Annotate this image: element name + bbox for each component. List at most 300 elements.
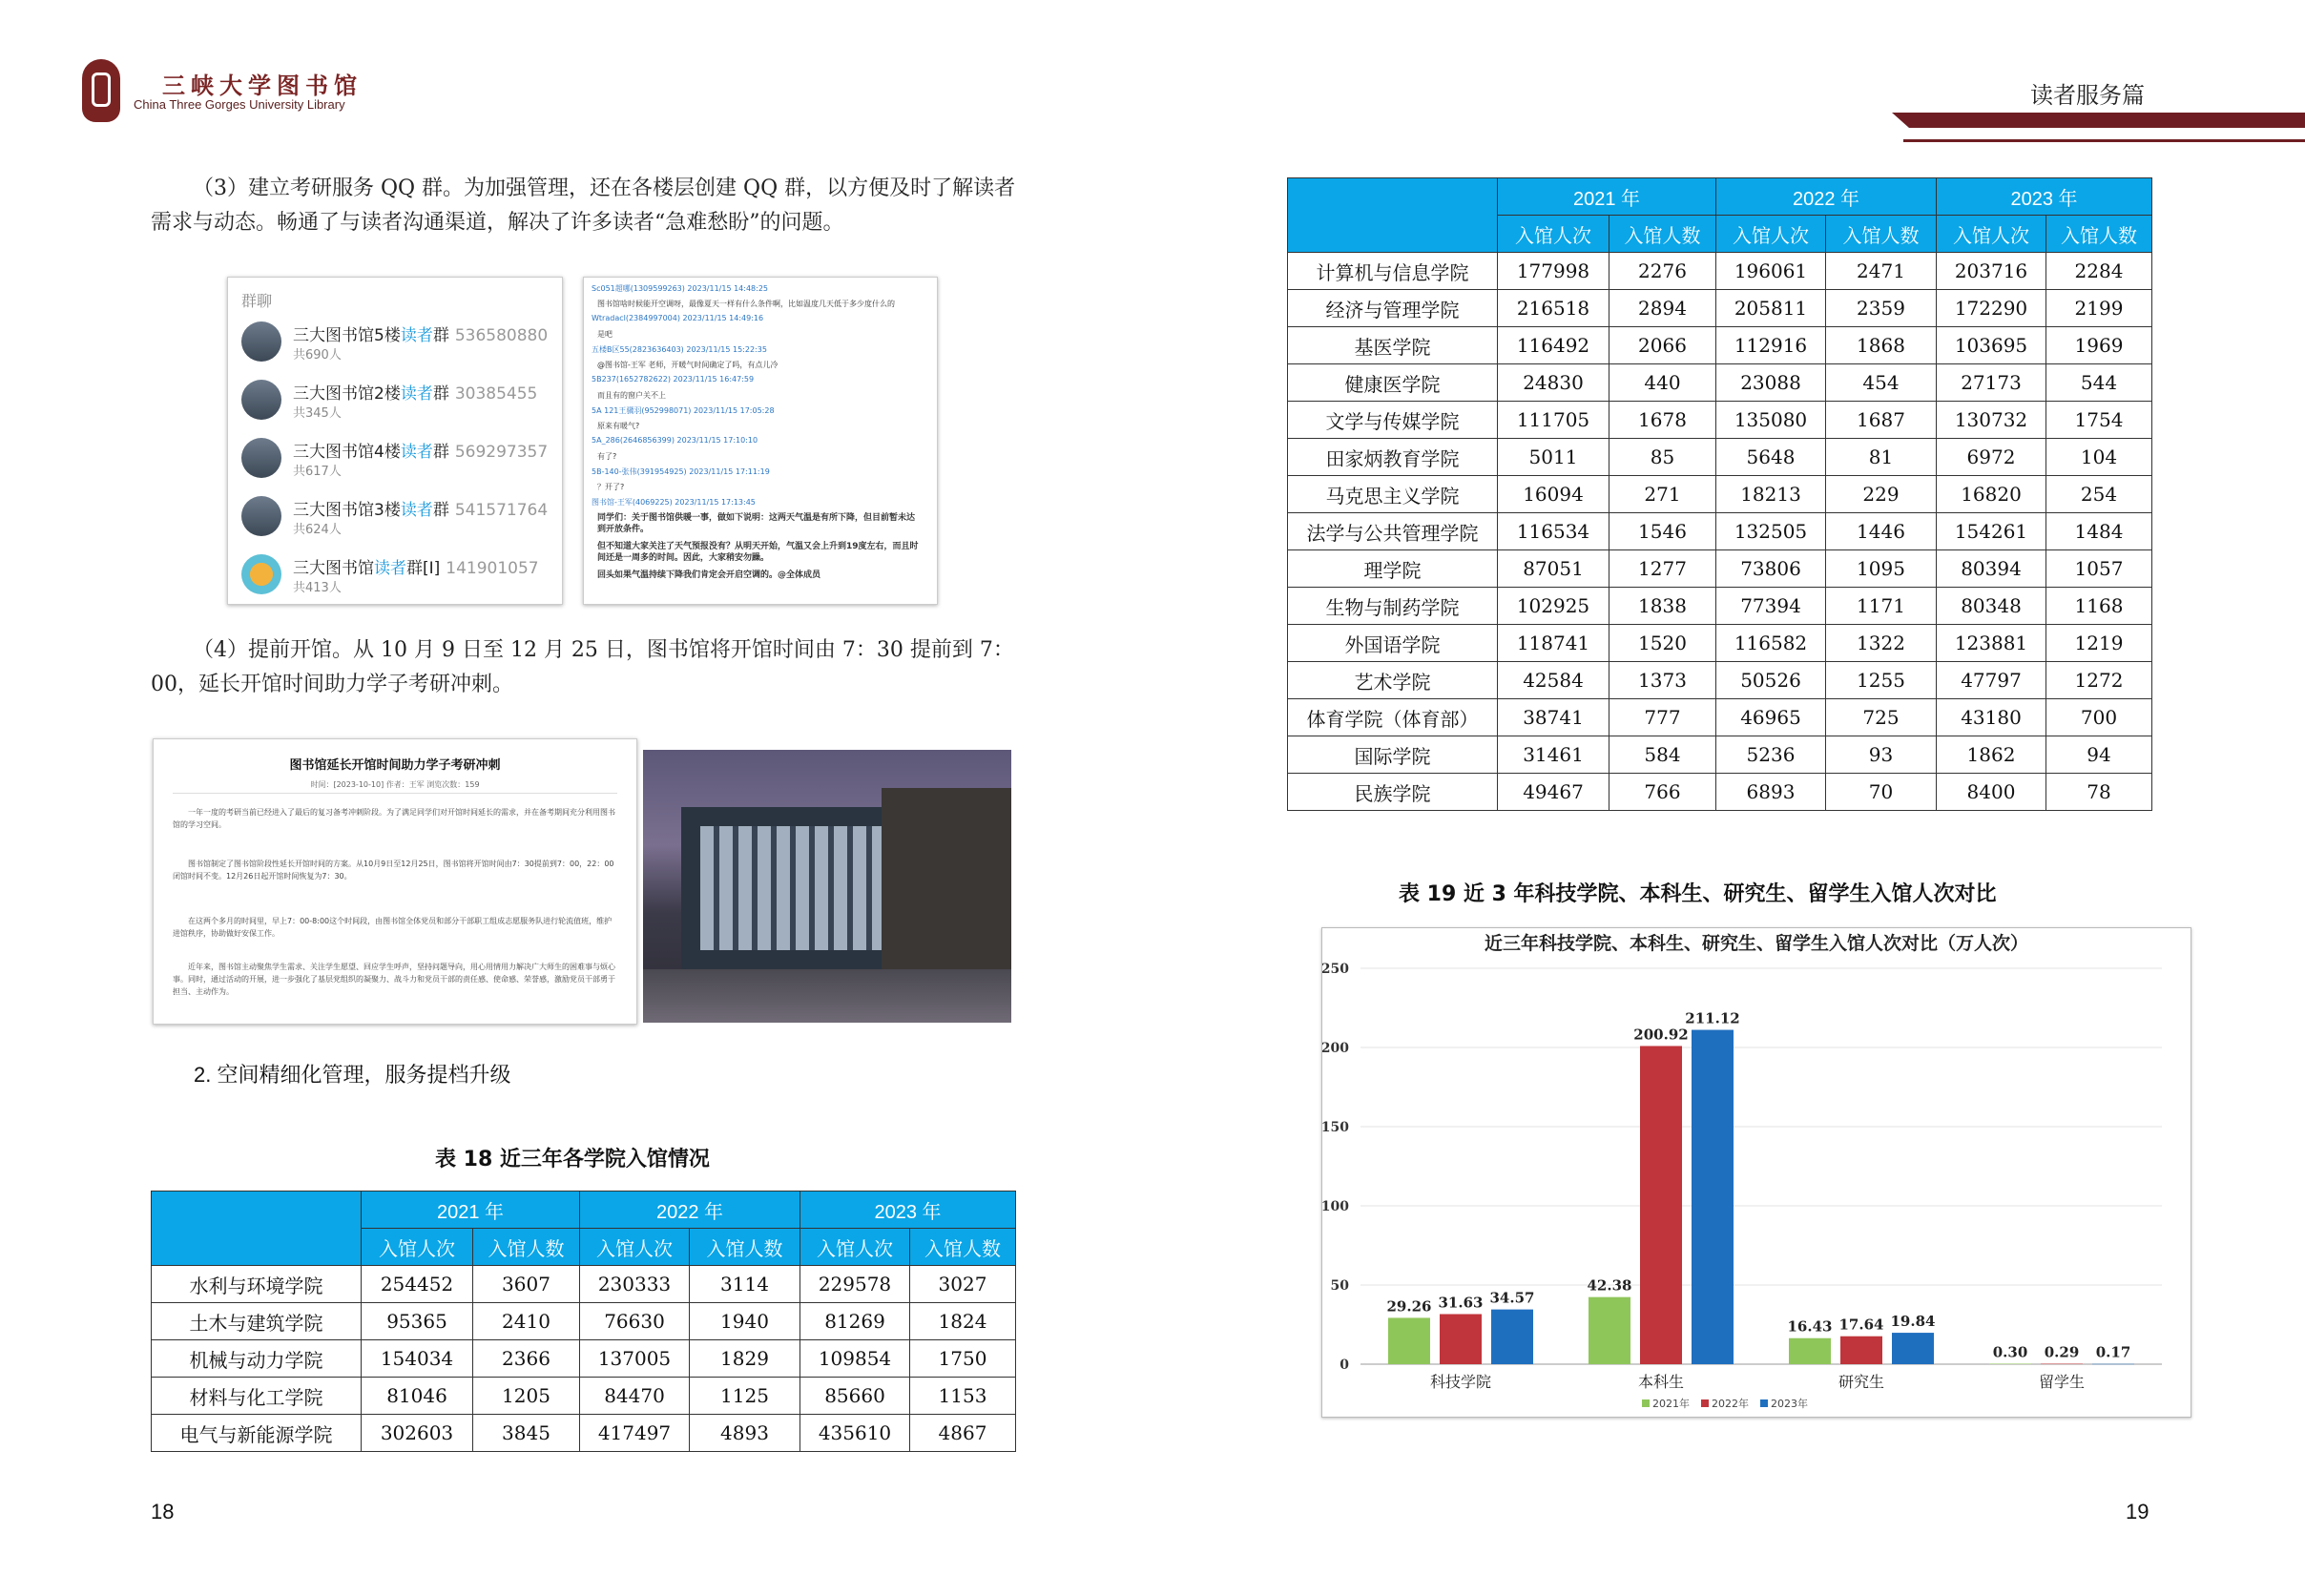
- group-name-highlight: 读者: [374, 559, 406, 578]
- chat-message: 图书馆啥时候能开空调呀，最像夏天一样有什么条件啊，比如温度几天低于多少度什么的: [597, 300, 895, 308]
- chat-sender-meta: Sc051超哪(1309599263) 2023/11/15 14:48:25: [592, 284, 769, 293]
- x-tick-label: 研究生: [1838, 1373, 1885, 1391]
- header-decor-line: [1903, 139, 2305, 142]
- bar-data-label: 42.38: [1587, 1276, 1632, 1295]
- group-name-suffix: 群: [432, 384, 449, 404]
- value-cell: 16094: [1498, 476, 1609, 513]
- value-cell: 1520: [1609, 625, 1716, 662]
- value-cell: 1171: [1826, 588, 1937, 625]
- qq-group-name: [293, 321, 548, 345]
- chat-message: 但不知道大家关注了天气预报没有？从明天开始，气温又会上升到19度左右，而且时间还是一周多的时间。因此，大家稍安勿躁。: [597, 542, 919, 563]
- library-name-en: China Three Gorges University Library: [134, 97, 345, 112]
- group-avatar: [241, 438, 281, 478]
- value-cell: 1868: [1826, 327, 1937, 364]
- chat-message: 是吧: [597, 330, 613, 339]
- building-windows: [700, 826, 882, 950]
- header-blank-cell: [1288, 178, 1498, 253]
- bar-data-label: 16.43: [1787, 1317, 1833, 1336]
- value-cell: 95365: [362, 1303, 473, 1340]
- value-cell: 454: [1826, 364, 1937, 402]
- news-meta: 时间：[2023-10-10] 作者：王军 浏览次数：159: [310, 780, 480, 789]
- chat-message: 同学们：关于图书馆供暖一事，做如下说明：这两天气温是有所下降，但目前暂未达到开放条件。: [597, 513, 916, 534]
- qq-group-name: [293, 438, 548, 462]
- value-cell: 118741: [1498, 625, 1609, 662]
- metric-header: 入馆人次: [580, 1229, 690, 1266]
- value-cell: 111705: [1498, 402, 1609, 439]
- value-cell: 47797: [1937, 662, 2046, 699]
- value-cell: 6893: [1716, 774, 1826, 811]
- group-name-suffix: 群[I]: [406, 559, 441, 578]
- value-cell: 2066: [1609, 327, 1716, 364]
- value-cell: 94: [2046, 736, 2152, 774]
- news-title: 图书馆延长开馆时间助力学子考研冲刺: [289, 758, 501, 773]
- value-cell: 254452: [362, 1266, 473, 1303]
- legend-swatch: [1701, 1399, 1709, 1407]
- value-cell: 1168: [2046, 588, 2152, 625]
- legend-swatch: [1642, 1399, 1650, 1407]
- chat-sender-meta: 5B237(1652782622) 2023/11/15 16:47:59: [592, 375, 755, 383]
- group-member-count: 共617人: [293, 465, 342, 479]
- value-cell: 700: [2046, 699, 2152, 736]
- bar: [1640, 1046, 1682, 1364]
- table-row: [1288, 476, 2152, 513]
- value-cell: 31461: [1498, 736, 1609, 774]
- table-row: [152, 1378, 1016, 1415]
- college-name-cell: 法学与公共管理学院: [1288, 513, 1498, 550]
- group-avatar: [241, 380, 281, 420]
- value-cell: 93: [1826, 736, 1937, 774]
- value-cell: 3845: [473, 1415, 580, 1452]
- value-cell: 103695: [1937, 327, 2046, 364]
- chat-message: 而且有的窗户关不上: [597, 391, 666, 400]
- news-paragraph-2: 图书馆制定了图书馆阶段性延长开馆时间的方案。从10月9日至12月25日，图书馆将开馆时间由7：30提前到7：00，22：00闭馆时间不变。12月26日起开馆时间恢复为7：30。: [173, 860, 614, 881]
- paragraph-qq-groups: （3）建立考研服务 QQ 群。为加强管理，还在各楼层创建 QQ 群，以方便及时了解读者需求与动态。畅通了与读者沟通渠道，解决了许多读者“急难愁盼”的问题。: [151, 176, 1016, 235]
- group-member-count: 共345人: [293, 406, 342, 421]
- value-cell: 50526: [1716, 662, 1826, 699]
- bar: [1491, 1310, 1533, 1364]
- news-paragraph-1: 一年一度的考研当前已经进入了最后的复习备考冲刺阶段。为了满足同学们对开馆时间延长的需求，并在备考期间充分利用图书馆的学习空间。: [173, 808, 615, 829]
- value-cell: 1829: [690, 1340, 800, 1378]
- value-cell: 417497: [580, 1415, 690, 1452]
- group-member-count: 共413人: [293, 581, 342, 595]
- college-name-cell: 水利与环境学院: [152, 1266, 362, 1303]
- table18-continued: [1287, 177, 2152, 811]
- metric-header: 入馆人次: [1937, 216, 2046, 253]
- table-row: [152, 1266, 1016, 1303]
- value-cell: 80348: [1937, 588, 2046, 625]
- x-tick-label: 科技学院: [1429, 1373, 1492, 1391]
- value-cell: 271: [1609, 476, 1716, 513]
- value-cell: 76630: [580, 1303, 690, 1340]
- value-cell: 3114: [690, 1266, 800, 1303]
- value-cell: 1057: [2046, 550, 2152, 588]
- value-cell: 1153: [910, 1378, 1016, 1415]
- college-name-cell: 电气与新能源学院: [152, 1415, 362, 1452]
- value-cell: 81: [1826, 439, 1937, 476]
- table-row: [1288, 625, 2152, 662]
- value-cell: 216518: [1498, 290, 1609, 327]
- metric-header: 入馆人次: [1498, 216, 1609, 253]
- chat-sender-meta: 5B-140-张伟(391954925) 2023/11/15 17:11:19: [592, 467, 770, 476]
- value-cell: 440: [1609, 364, 1716, 402]
- qq-group-item[interactable]: [241, 550, 537, 600]
- college-name-cell: 基医学院: [1288, 327, 1498, 364]
- table-row: [1288, 588, 2152, 625]
- side-building: [882, 788, 1011, 979]
- group-id: 141901057: [446, 559, 539, 578]
- qq-group-name: [293, 554, 539, 578]
- value-cell: 2199: [2046, 290, 2152, 327]
- bar: [2041, 1364, 2083, 1365]
- college-name-cell: 外国语学院: [1288, 625, 1498, 662]
- y-tick-label: 250: [1322, 962, 1349, 977]
- value-cell: 43180: [1937, 699, 2046, 736]
- value-cell: 544: [2046, 364, 2152, 402]
- group-name-highlight: 读者: [400, 443, 433, 462]
- table-row: [1288, 253, 2152, 290]
- y-tick-label: 50: [1330, 1278, 1349, 1294]
- value-cell: 27173: [1937, 364, 2046, 402]
- value-cell: 5011: [1498, 439, 1609, 476]
- value-cell: 1373: [1609, 662, 1716, 699]
- value-cell: 1754: [2046, 402, 2152, 439]
- value-cell: 8400: [1937, 774, 2046, 811]
- college-name-cell: 土木与建筑学院: [152, 1303, 362, 1340]
- metric-header: 入馆人数: [2046, 216, 2152, 253]
- section-title: 读者服务篇: [2030, 82, 2145, 109]
- x-tick-label: 本科生: [1637, 1373, 1685, 1391]
- table-row: [1288, 402, 2152, 439]
- value-cell: 18213: [1716, 476, 1826, 513]
- bar-data-label: 0.29: [2044, 1343, 2080, 1361]
- y-tick-label: 100: [1322, 1199, 1349, 1214]
- value-cell: 2410: [473, 1303, 580, 1340]
- college-name-cell: 健康医学院: [1288, 364, 1498, 402]
- table-row: [152, 1303, 1016, 1340]
- value-cell: 2359: [1826, 290, 1937, 327]
- bar-data-label: 0.30: [1992, 1343, 2028, 1361]
- value-cell: 116534: [1498, 513, 1609, 550]
- college-name-cell: 国际学院: [1288, 736, 1498, 774]
- chart-title: 近三年科技学院、本科生、研究生、留学生入馆人次对比（万人次）: [1484, 933, 2029, 954]
- value-cell: 5648: [1716, 439, 1826, 476]
- value-cell: 116582: [1716, 625, 1826, 662]
- chat-message: 有了?: [597, 452, 617, 461]
- year-header: 2021 年: [1498, 178, 1716, 216]
- bar: [1589, 1297, 1630, 1364]
- group-name-prefix: 三大图书馆3楼: [293, 501, 401, 520]
- value-cell: 1484: [2046, 513, 2152, 550]
- group-name-highlight: 读者: [400, 326, 433, 345]
- bar-data-label: 34.57: [1489, 1289, 1535, 1307]
- visits-comparison-chart: [1321, 927, 2191, 1418]
- value-cell: 3027: [910, 1266, 1016, 1303]
- value-cell: 205811: [1716, 290, 1826, 327]
- value-cell: 130732: [1937, 402, 2046, 439]
- qq-panel-title: 群聊: [241, 292, 273, 310]
- value-cell: 229: [1826, 476, 1937, 513]
- value-cell: 2471: [1826, 253, 1937, 290]
- value-cell: 725: [1826, 699, 1937, 736]
- bar: [2092, 1364, 2134, 1365]
- group-name-highlight: 读者: [400, 501, 433, 520]
- value-cell: 1969: [2046, 327, 2152, 364]
- value-cell: 766: [1609, 774, 1716, 811]
- value-cell: 1322: [1826, 625, 1937, 662]
- metric-header: 入馆人数: [910, 1229, 1016, 1266]
- college-name-cell: 机械与动力学院: [152, 1340, 362, 1378]
- value-cell: 73806: [1716, 550, 1826, 588]
- value-cell: 172290: [1937, 290, 2046, 327]
- value-cell: 112916: [1716, 327, 1826, 364]
- value-cell: 42584: [1498, 662, 1609, 699]
- bar-data-label: 31.63: [1438, 1294, 1484, 1312]
- college-name-cell: 生物与制药学院: [1288, 588, 1498, 625]
- x-tick-label: 留学生: [2038, 1373, 2086, 1391]
- college-name-cell: 理学院: [1288, 550, 1498, 588]
- college-name-cell: 艺术学院: [1288, 662, 1498, 699]
- header-decor-bar: [1892, 113, 2305, 128]
- value-cell: 85: [1609, 439, 1716, 476]
- metric-header: 入馆人次: [800, 1229, 910, 1266]
- value-cell: 135080: [1716, 402, 1826, 439]
- college-name-cell: 文学与传媒学院: [1288, 402, 1498, 439]
- college-name-cell: 田家炳教育学院: [1288, 439, 1498, 476]
- year-header: 2022 年: [1716, 178, 1937, 216]
- bar: [1440, 1314, 1482, 1364]
- value-cell: 1277: [1609, 550, 1716, 588]
- table-row: [1288, 290, 2152, 327]
- chat-sender-meta: 五楼B区55(2823636403) 2023/11/15 15:22:35: [592, 345, 767, 354]
- group-name-prefix: 三大图书馆5楼: [293, 326, 401, 345]
- chat-message: ？开了?: [597, 483, 625, 491]
- college-name-cell: 民族学院: [1288, 774, 1498, 811]
- qq-group-name: [293, 496, 548, 520]
- value-cell: 5236: [1716, 736, 1826, 774]
- qq-group-item[interactable]: [241, 492, 549, 542]
- value-cell: 3607: [473, 1266, 580, 1303]
- table-row: [152, 1340, 1016, 1378]
- chat-sender-meta: Wtradacl(2384997004) 2023/11/15 14:49:16: [592, 314, 764, 322]
- group-name-suffix: 群: [432, 443, 449, 462]
- group-name-prefix: 三大图书馆: [293, 559, 374, 578]
- group-name-highlight: 读者: [400, 384, 433, 404]
- bar-data-label: 29.26: [1386, 1297, 1432, 1316]
- value-cell: 203716: [1937, 253, 2046, 290]
- value-cell: 4867: [910, 1415, 1016, 1452]
- bar: [1789, 1338, 1831, 1364]
- value-cell: 177998: [1498, 253, 1609, 290]
- value-cell: 1678: [1609, 402, 1716, 439]
- value-cell: 77394: [1716, 588, 1826, 625]
- bar: [1692, 1030, 1734, 1364]
- year-header: 2021 年: [362, 1192, 580, 1229]
- legend-label: 2023年: [1771, 1398, 1808, 1410]
- value-cell: 2366: [473, 1340, 580, 1378]
- value-cell: 49467: [1498, 774, 1609, 811]
- table18-college-visits: [151, 1191, 1016, 1452]
- value-cell: 1824: [910, 1303, 1016, 1340]
- bar-data-label: 17.64: [1838, 1316, 1884, 1334]
- y-tick-label: 200: [1322, 1041, 1349, 1056]
- group-id: 30385455: [454, 384, 538, 404]
- legend-swatch: [1760, 1399, 1768, 1407]
- metric-header: 入馆人次: [1716, 216, 1826, 253]
- y-tick-label: 0: [1339, 1358, 1349, 1373]
- value-cell: 81046: [362, 1378, 473, 1415]
- value-cell: 1687: [1826, 402, 1937, 439]
- value-cell: 154261: [1937, 513, 2046, 550]
- qq-group-name: [293, 380, 537, 404]
- value-cell: 81269: [800, 1303, 910, 1340]
- chat-sender-meta: 图书馆-王军(4069225) 2023/11/15 17:13:45: [592, 498, 756, 507]
- value-cell: 70: [1826, 774, 1937, 811]
- college-name-cell: 材料与化工学院: [152, 1378, 362, 1415]
- table-row: [1288, 513, 2152, 550]
- chat-message: 原来有暖气?: [597, 422, 640, 430]
- table-row: [1288, 439, 2152, 476]
- table-header-row: [1288, 178, 2152, 216]
- table-row: [1288, 699, 2152, 736]
- value-cell: 2276: [1609, 253, 1716, 290]
- bar-data-label: 19.84: [1890, 1313, 1936, 1331]
- value-cell: 123881: [1937, 625, 2046, 662]
- group-name-prefix: 三大图书馆2楼: [293, 384, 401, 404]
- value-cell: 1446: [1826, 513, 1937, 550]
- value-cell: 1095: [1826, 550, 1937, 588]
- qq-group-item[interactable]: [241, 376, 537, 425]
- table-row: [152, 1415, 1016, 1452]
- value-cell: 154034: [362, 1340, 473, 1378]
- table-row: [1288, 364, 2152, 402]
- value-cell: 102925: [1498, 588, 1609, 625]
- college-name-cell: 计算机与信息学院: [1288, 253, 1498, 290]
- table-row: [1288, 662, 2152, 699]
- table-row: [1288, 736, 2152, 774]
- value-cell: 87051: [1498, 550, 1609, 588]
- group-member-count: 共690人: [293, 348, 342, 363]
- bar-data-label: 211.12: [1685, 1009, 1740, 1027]
- value-cell: 2284: [2046, 253, 2152, 290]
- legend-label: 2021年: [1652, 1398, 1690, 1410]
- value-cell: 2894: [1609, 290, 1716, 327]
- value-cell: 229578: [800, 1266, 910, 1303]
- qq-group-item[interactable]: [241, 318, 549, 367]
- value-cell: 1219: [2046, 625, 2152, 662]
- value-cell: 1838: [1609, 588, 1716, 625]
- heading-space-management: 2. 空间精细化管理，服务提档升级: [194, 1063, 511, 1087]
- y-tick-label: 150: [1322, 1120, 1349, 1135]
- college-name-cell: 体育学院（体育部）: [1288, 699, 1498, 736]
- value-cell: 46965: [1716, 699, 1826, 736]
- value-cell: 435610: [800, 1415, 910, 1452]
- value-cell: 1940: [690, 1303, 800, 1340]
- table-header-row: [152, 1192, 1016, 1229]
- metric-header: 入馆人数: [1826, 216, 1937, 253]
- group-member-count: 共624人: [293, 523, 342, 537]
- value-cell: 132505: [1716, 513, 1826, 550]
- value-cell: 1546: [1609, 513, 1716, 550]
- value-cell: 16820: [1937, 476, 2046, 513]
- group-avatar: [241, 554, 281, 594]
- value-cell: 84470: [580, 1378, 690, 1415]
- value-cell: 777: [1609, 699, 1716, 736]
- year-header: 2023 年: [1937, 178, 2152, 216]
- news-paragraph-4: 近年来，图书馆主动聚焦学生需求、关注学生愿望、回应学生呼声，坚持问题导向，用心用情用力解决广大师生的困难事与烦心事。同时，通过活动的开展，进一步强化了基层党组织的凝聚力、战斗力和党员干部的责任感、使命感、荣誉感，激励党员干部勇于担当、主动作为。: [173, 963, 615, 996]
- value-cell: 1272: [2046, 662, 2152, 699]
- group-id: 541571764: [454, 501, 549, 520]
- group-avatar: [241, 321, 281, 362]
- value-cell: 1750: [910, 1340, 1016, 1378]
- college-name-cell: 经济与管理学院: [1288, 290, 1498, 327]
- table-row: [1288, 550, 2152, 588]
- value-cell: 104: [2046, 439, 2152, 476]
- group-avatar: [241, 496, 281, 536]
- metric-header: 入馆人次: [362, 1229, 473, 1266]
- group-name-prefix: 三大图书馆4楼: [293, 443, 401, 462]
- value-cell: 137005: [580, 1340, 690, 1378]
- bar: [1892, 1333, 1934, 1364]
- bar-data-label: 200.92: [1633, 1026, 1689, 1044]
- value-cell: 1125: [690, 1378, 800, 1415]
- bar: [1388, 1317, 1430, 1364]
- news-paragraph-3: 在这两个多月的时间里，早上7：00-8:00这个时间段，由图书馆全体党员和部分干部职工组成志愿服务队进行轮流值班，维护进馆秩序，协助做好安保工作。: [173, 917, 613, 938]
- value-cell: 78: [2046, 774, 2152, 811]
- group-name-suffix: 群: [432, 326, 449, 345]
- chat-sender-meta: 5A_286(2646856399) 2023/11/15 17:10:10: [592, 436, 758, 445]
- value-cell: 38741: [1498, 699, 1609, 736]
- qq-group-item[interactable]: [241, 434, 549, 484]
- metric-header: 入馆人数: [690, 1229, 800, 1266]
- news-article-screenshot: [153, 738, 637, 1025]
- library-seal-logo: [82, 59, 120, 122]
- chat-message: 回头如果气温持续下降我们肯定会开启空调的。@全体成员: [597, 570, 821, 580]
- group-id: 536580880: [454, 326, 549, 345]
- college-name-cell: 马克思主义学院: [1288, 476, 1498, 513]
- value-cell: 302603: [362, 1415, 473, 1452]
- library-night-photo: [643, 750, 1011, 1023]
- news-divider: [173, 793, 617, 794]
- chart-svg: [1322, 928, 2191, 1417]
- value-cell: 109854: [800, 1340, 910, 1378]
- table-row: [1288, 774, 2152, 811]
- plaza-ground: [643, 969, 1011, 1023]
- metric-header: 入馆人数: [1609, 216, 1716, 253]
- value-cell: 80394: [1937, 550, 2046, 588]
- chat-message: @图书馆-王军 老师，开暖气时间确定了吗，有点儿冷: [597, 361, 779, 369]
- value-cell: 584: [1609, 736, 1716, 774]
- table18-caption: 表 18 近三年各学院入馆情况: [435, 1148, 710, 1171]
- value-cell: 4893: [690, 1415, 800, 1452]
- group-id: 569297357: [454, 443, 549, 462]
- value-cell: 6972: [1937, 439, 2046, 476]
- value-cell: 254: [2046, 476, 2152, 513]
- value-cell: 116492: [1498, 327, 1609, 364]
- table-row: [1288, 327, 2152, 364]
- value-cell: 85660: [800, 1378, 910, 1415]
- value-cell: 1255: [1826, 662, 1937, 699]
- bar: [1840, 1337, 1882, 1364]
- value-cell: 230333: [580, 1266, 690, 1303]
- qq-group-list-screenshot: [227, 277, 563, 605]
- legend-label: 2022年: [1712, 1398, 1749, 1410]
- library-name-cn: 三峡大学图书馆: [162, 72, 363, 99]
- header-blank-cell: [152, 1192, 362, 1266]
- value-cell: 196061: [1716, 253, 1826, 290]
- value-cell: 1862: [1937, 736, 2046, 774]
- year-header: 2023 年: [800, 1192, 1016, 1229]
- metric-header: 入馆人数: [473, 1229, 580, 1266]
